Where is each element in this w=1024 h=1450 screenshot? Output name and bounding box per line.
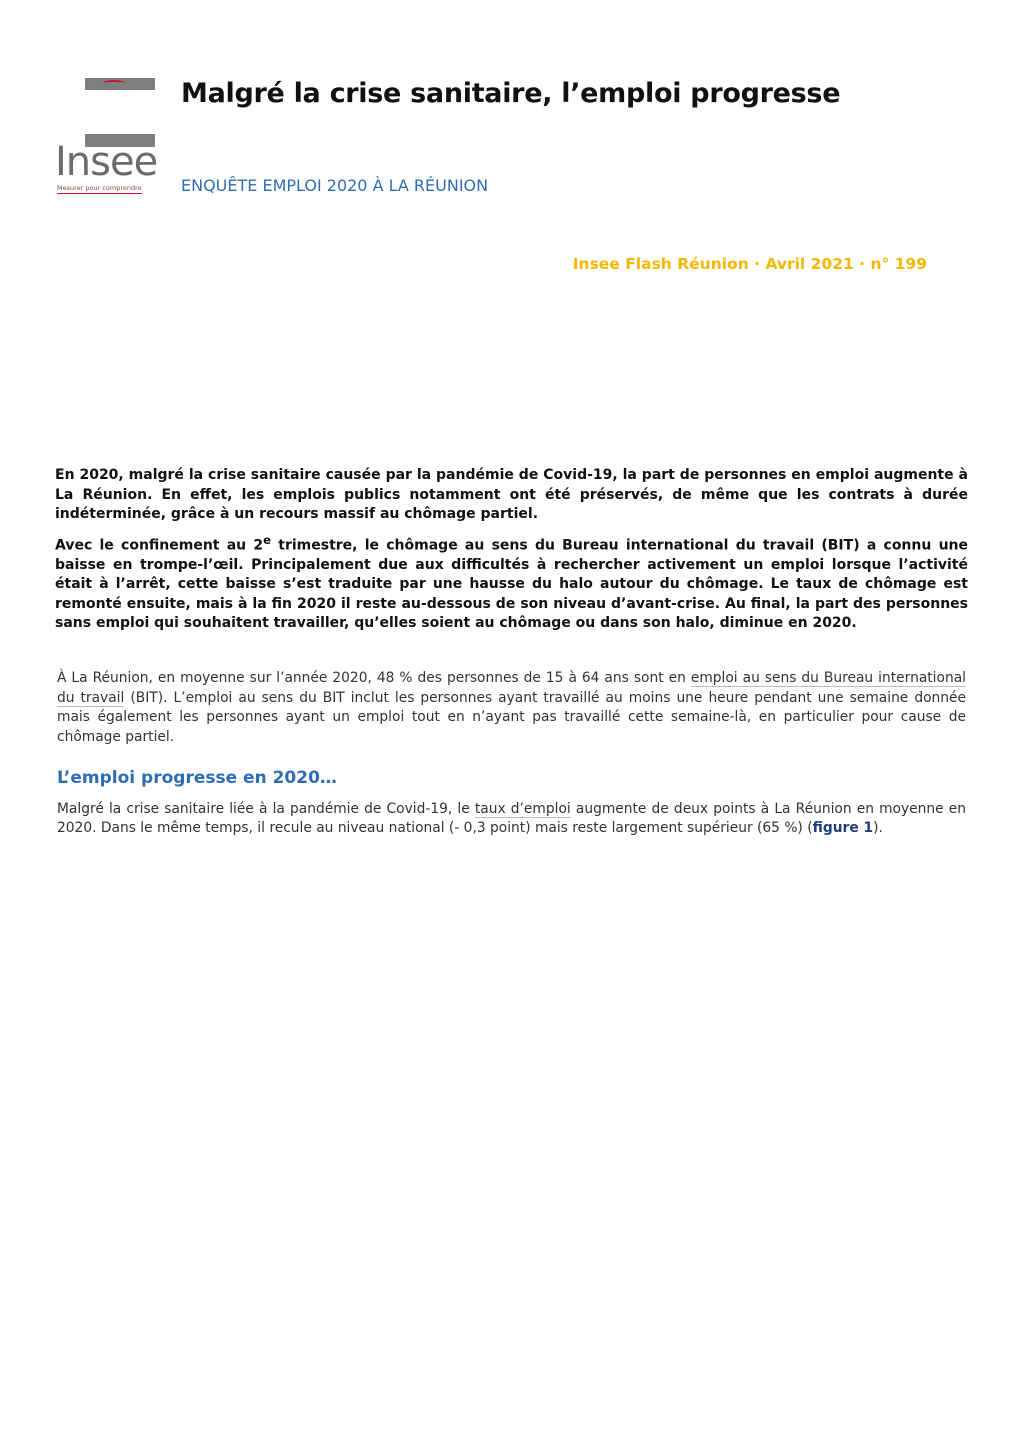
abstract-p2-rest: trimestre, le chômage au sens du Bureau international du travail (BIT) a connu une baisse en trompe-l’œil. Principalement due aux difficultés à rechercher activement un emploi lorsque l’activité était à l’arrêt, cette baisse s’est traduite par une hausse du halo autour du chômage. Le taux de chômage est remonté ensuite, mais à la fin 2020 il reste au-dessous de son niveau d’avant-crise. Au final, la part des personnes sans emploi qui souhaitent travailler, qu’elles soient au chômage ou dans son halo, diminue en 2020.	[55, 537, 968, 632]
body-p1-start: À La Réunion, en moyenne sur l’année 2020, 48 % des personnes de 15 à 64 ans sont en	[57, 670, 691, 686]
body-p2-end: ).	[873, 820, 883, 836]
body-p2-middle: augmente de deux points à La Réunion en moyenne en 2020. Dans le même temps, il recule au niveau national (- 0,3 point) mais reste largement supérieur (65 %) (	[57, 800, 966, 836]
ordinal-superscript: e	[263, 532, 272, 547]
figure-1-link[interactable]: figure 1	[812, 820, 874, 836]
abstract-paragraph-1: En 2020, malgré la crise sanitaire causée par la pandémie de Covid-19, la part de personnes en emploi augmente à La Réunion. En effet, les emplois publics notamment ont été préservés, de même que les contrats à durée indéterminée, grâce à un recours massif au chômage partiel.	[55, 467, 968, 522]
survey-subtitle: ENQUÊTE EMPLOI 2020 À LA RÉUNION	[181, 176, 489, 195]
definition-link-taux-emploi[interactable]: taux d’emploi	[474, 800, 571, 817]
abstract-p2-start: Avec le confinement au 2	[55, 537, 264, 554]
logo-tagline: Mesurer pour comprendre	[57, 184, 142, 192]
logo-swoosh-icon	[103, 80, 125, 86]
logo-wordmark: Insee	[55, 139, 158, 185]
body-paragraph-2	[57, 800, 966, 839]
insee-logo	[55, 78, 157, 196]
abstract	[55, 466, 968, 640]
definition-link-emploi-bit[interactable]: emploi au sens du Bureau international du travail	[57, 670, 966, 706]
abstract-paragraph-2	[55, 531, 968, 634]
body-p2-start: Malgré la crise sanitaire liée à la pandémie de Covid-19, le	[57, 800, 475, 817]
body-paragraph-1	[57, 669, 966, 747]
body-p1-rest: (BIT). L’emploi au sens du BIT inclut les personnes ayant travaillé au moins une heure pendant une semaine donnée mais également les personnes ayant un emploi tout en n’ayant pas travaillé cette semaine-là, en particulier pour cause de chômage partiel.	[57, 689, 966, 745]
page-title: Malgré la crise sanitaire, l’emploi progresse	[181, 78, 841, 109]
article-body	[57, 669, 966, 839]
publication-reference: Insee Flash Réunion · Avril 2021 · n° 199	[572, 255, 927, 273]
logo-top-bar	[85, 78, 155, 90]
section-heading: L’emploi progresse en 2020…	[57, 768, 337, 788]
